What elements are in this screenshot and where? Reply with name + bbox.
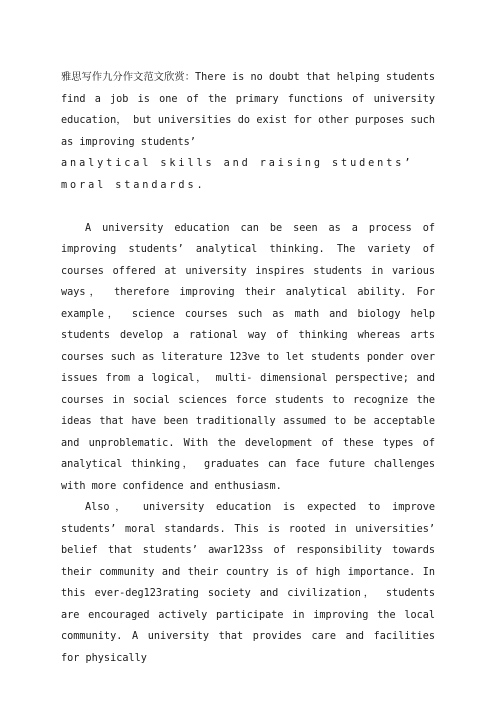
- text-line: analytical thinking， graduates can face future challenges with more: [61, 459, 435, 492]
- text-line: dimensional perspective; and courses in social sciences force students: [61, 373, 435, 406]
- text-line: literature 123ve to let students ponder over issues from a logical， multi-: [61, 351, 435, 384]
- text-line: inspires students in various ways， therefore improving their analytical: [61, 265, 435, 298]
- text-line: A university education can be seen as a process of improving students’: [61, 222, 435, 255]
- text-line: ability. For example， science courses such as math and biology help: [61, 287, 435, 320]
- text-line: a job is one of the primary functions of university education， but: [61, 93, 435, 126]
- text-line: standards. This is rooted in universities’ belief that students’: [61, 523, 435, 556]
- text-line: analytical thinking. The variety of courses offered at university: [61, 244, 435, 277]
- text-line: 雅思写作九分作文范文欣赏：There is no doubt that helping students find: [61, 72, 435, 105]
- paragraph-intro: [61, 67, 435, 196]
- paragraph-spacer: [61, 196, 435, 218]
- text-line: students develop a rational way of thinking whereas arts courses such as: [61, 330, 435, 363]
- text-line: community. A university that provides care and facilities for physically: [61, 631, 435, 664]
- text-line: confidence and enthusiasm.: [122, 480, 282, 492]
- text-line: to recognize the ideas that have been traditionally assumed to be: [61, 394, 435, 427]
- text-line: acceptable and unproblematic. With the development of these types of: [61, 416, 435, 449]
- text-line: students are encouraged actively participate in improving the local: [61, 588, 435, 621]
- text-line: awar123ss of responsibility towards their community and their country is: [61, 545, 436, 578]
- text-line: of high importance. In this ever-deg123rating society and civilization，: [61, 566, 436, 599]
- text-line: universities do exist for other purposes such as improving students’: [61, 115, 435, 148]
- text-line: analytical skills and raising students’ moral standards.: [61, 158, 414, 191]
- document-body: [61, 67, 435, 669]
- paragraph-analytical: [61, 218, 435, 498]
- text-line: Also， university education is expected to improve students’ moral: [61, 502, 435, 535]
- paragraph-moral: [61, 497, 435, 669]
